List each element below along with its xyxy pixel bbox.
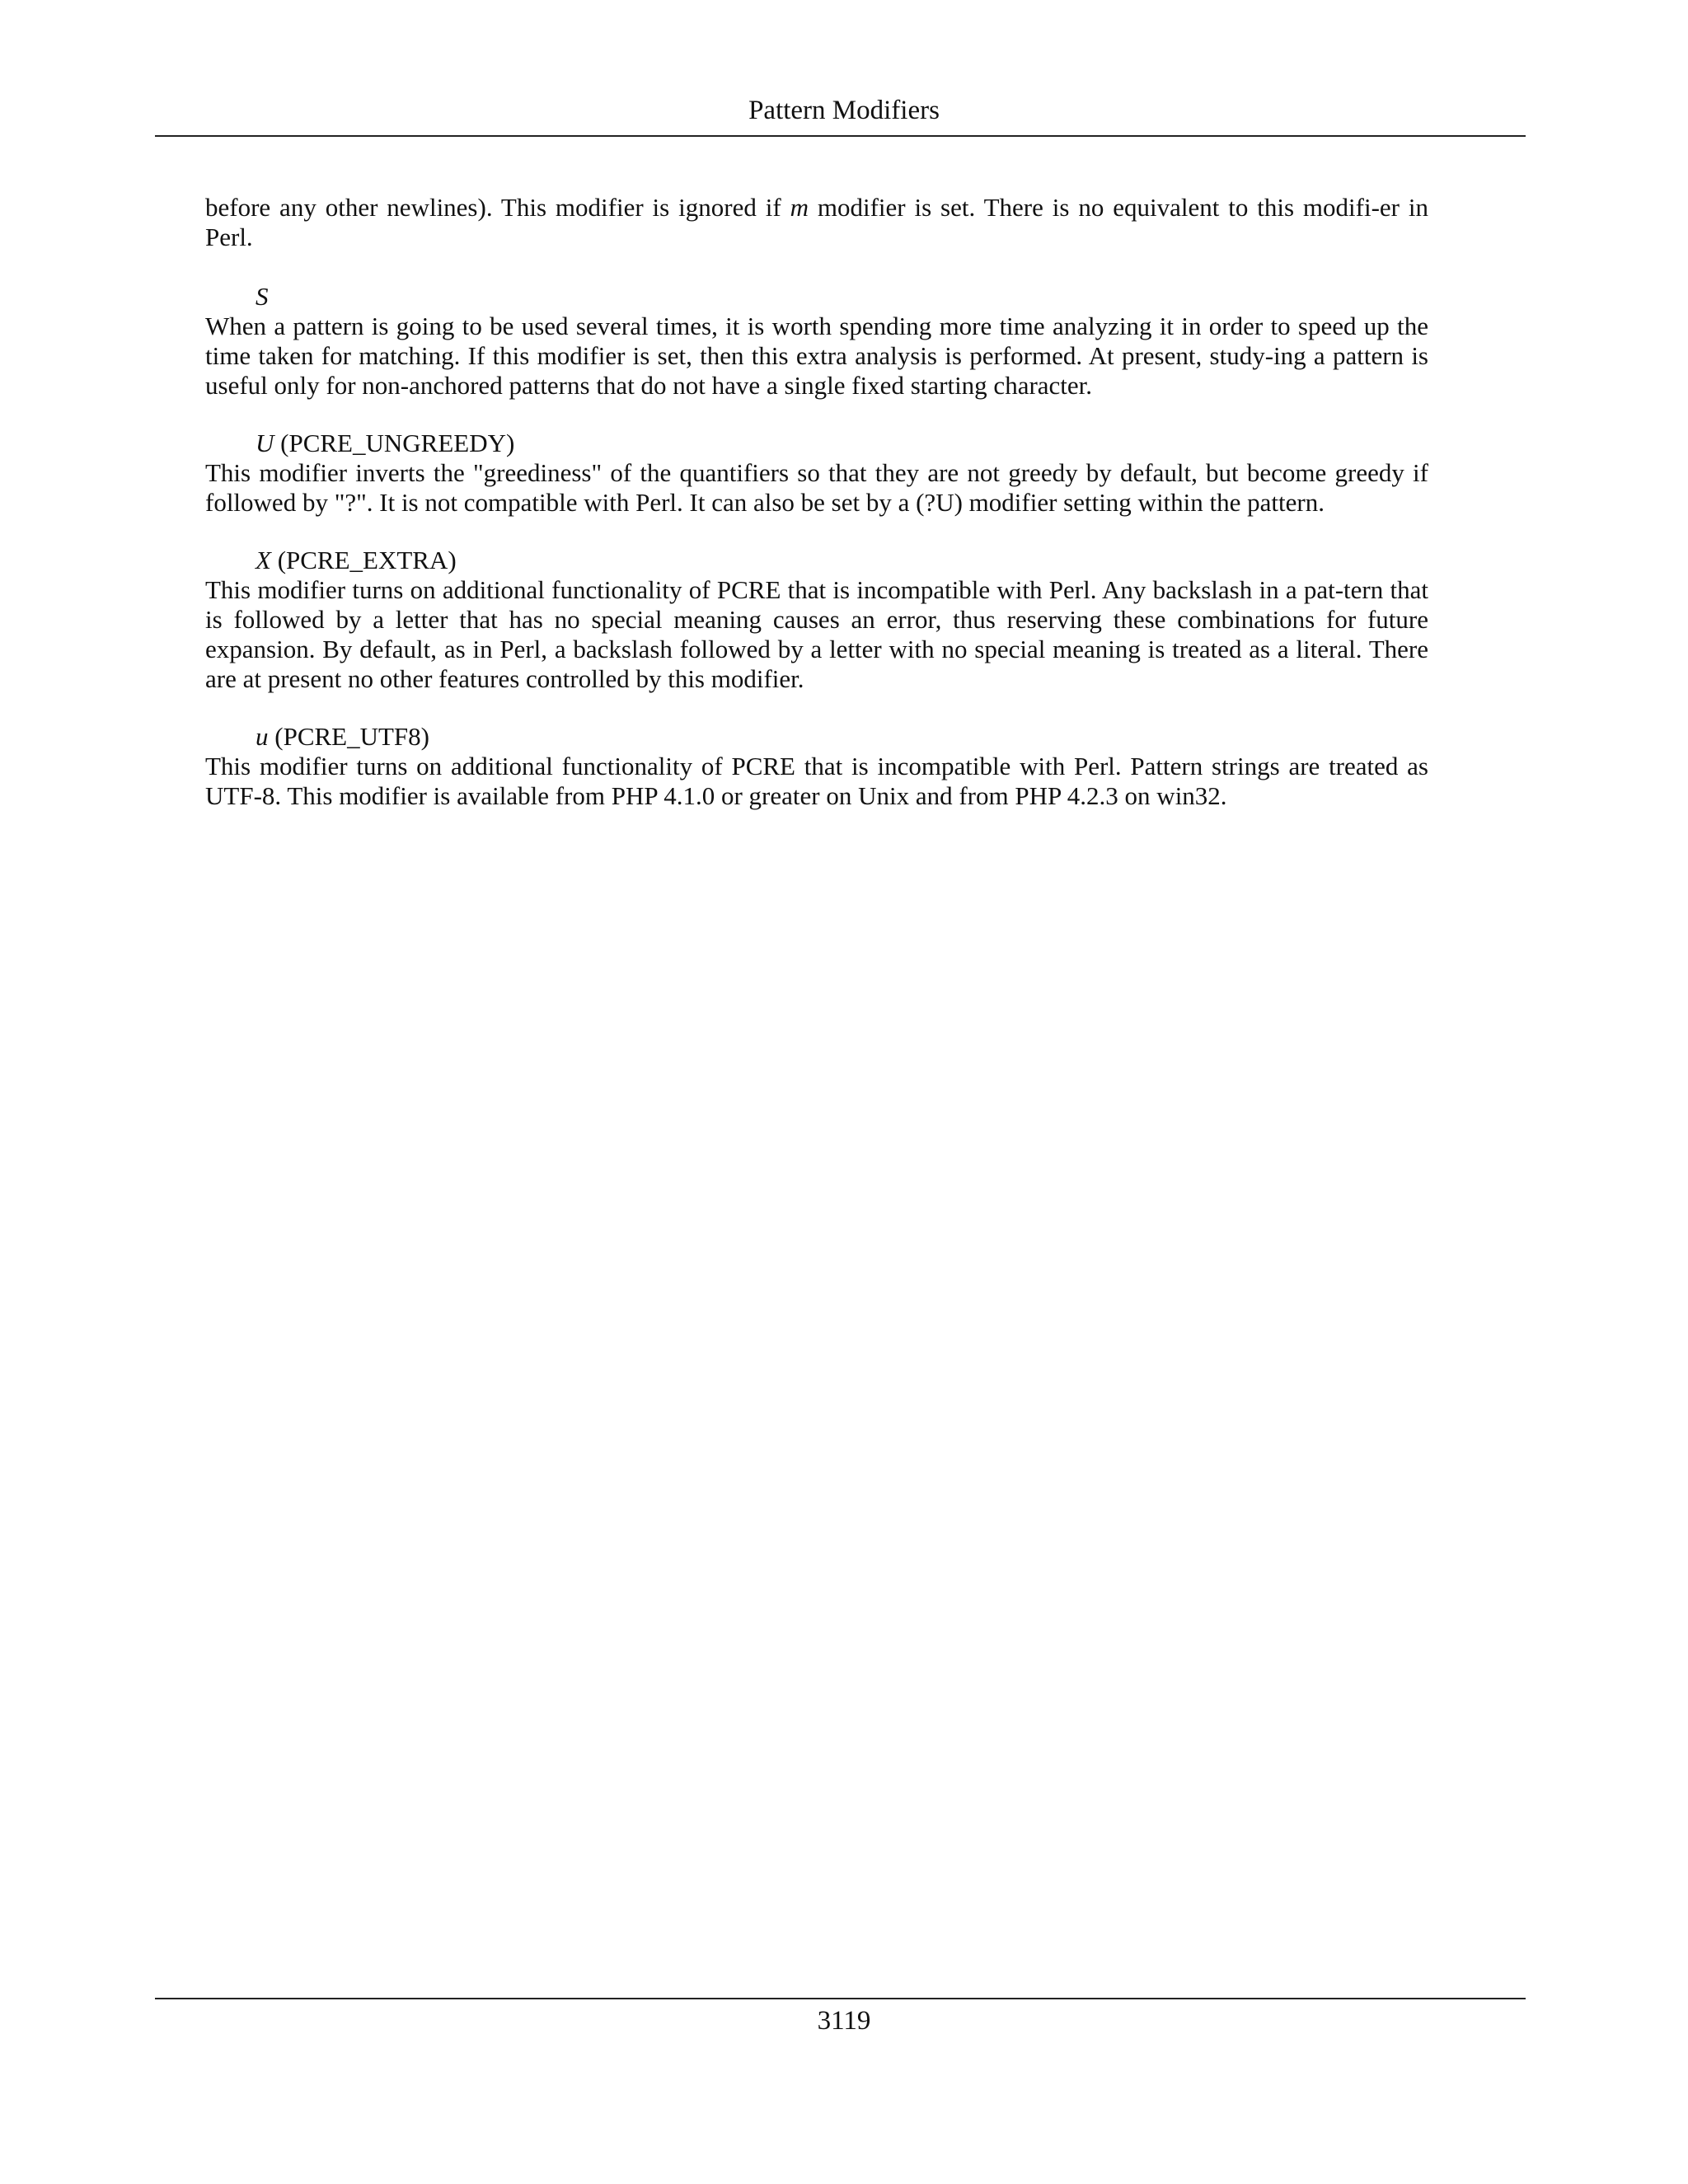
intro-paragraph (205, 193, 1428, 252)
intro-text-after: modifier is set. There is no equivalent to this modifi-er in Perl. (205, 193, 1429, 251)
modifier-term (205, 722, 1428, 752)
modifier-constant: (PCRE_EXTRA) (270, 546, 457, 574)
modifier-term (205, 546, 1428, 575)
modifier-description: When a pattern is going to be used several times, it is worth spending more time analyzing it in order to speed up the time taken for matching. If this modifier is set, then this extra analysis is performed. At present, study-ing a pattern is useful only for non-anchored patterns that do not have a single fixed starting character. (205, 312, 1428, 400)
modifier-description: This modifier inverts the "greediness" of the quantifiers so that they are not greedy by default, but become greedy if followed by "?". It is not compatible with Perl. It can also be set by a (?U) modifier setting within the pattern. (205, 458, 1428, 517)
modifier-entry-u (205, 722, 1428, 811)
modifier-entry-U (205, 429, 1428, 518)
modifier-term (205, 282, 1428, 312)
page-header-title: Pattern Modifiers (748, 96, 940, 125)
modifier-letter: U (256, 429, 274, 457)
m-modifier-letter: m (790, 193, 809, 222)
intro-text-before: before any other newlines). This modifier is ignored if (205, 193, 790, 222)
modifier-letter: X (256, 546, 271, 574)
modifier-letter: S (256, 282, 269, 311)
footer-rule (155, 1998, 1526, 1999)
modifier-entry-S (205, 282, 1428, 401)
page-body (205, 193, 1428, 839)
modifier-constant: (PCRE_UTF8) (268, 722, 429, 751)
modifier-description: This modifier turns on additional functionality of PCRE that is incompatible with Perl. Pattern strings are treated as UTF-8. This modifier is available from PHP 4.1.0 or greater on Unix and from PHP 4.2.3 on win32. (205, 752, 1428, 810)
modifier-description: This modifier turns on additional functionality of PCRE that is incompatible with Perl. Any backslash in a pat-tern that is followed by a letter that has no special meaning causes an error, thus reserving these combinations for future expansion. By default, as in Perl, a backslash followed by a letter with no special meaning is treated as a literal. There are at present no other features controlled by this modifier. (205, 575, 1428, 693)
modifier-constant: (PCRE_UNGREEDY) (274, 429, 515, 457)
modifier-entry-X (205, 546, 1428, 694)
modifier-term (205, 429, 1428, 458)
header-rule (155, 135, 1526, 137)
modifier-letter: u (256, 722, 269, 751)
page-number: 3119 (817, 2006, 871, 2036)
